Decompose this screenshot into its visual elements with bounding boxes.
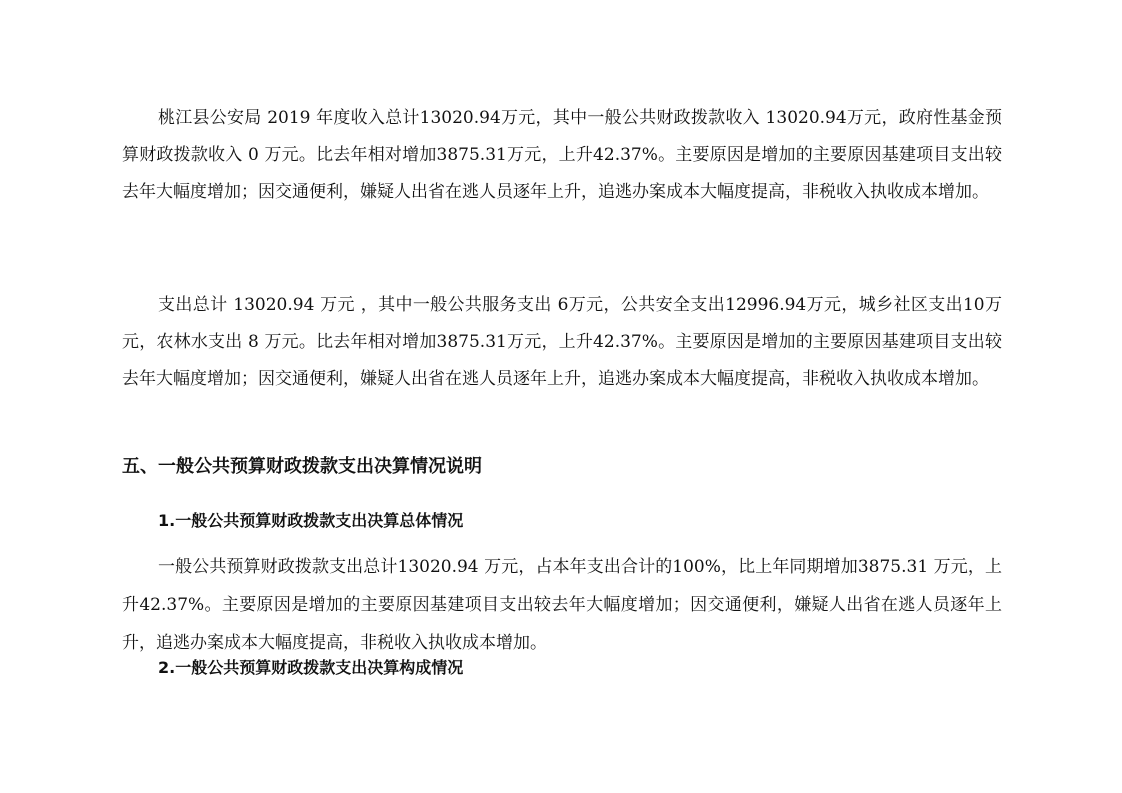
general-budget-paragraph: 一般公共预算财政拨款支出总计13020.94 万元，占本年支出合计的100%，比上年同期增加3875.31 万元，上升42.37%。主要原因是增加的主要原因基建项目支出较去年大幅度增加；因交通便利，嫌疑人出省在逃人员逐年上升，追逃办案成本大幅度提高，非税收入执收成本增加。 [122,557,1002,653]
subsection-two-heading: 2.一般公共预算财政拨款支出决算构成情况 [158,658,464,677]
expenditure-paragraph: 支出总计 13020.94 万元 ，其中一般公共服务支出 6万元，公共安全支出12996.94万元，城乡社区支出10万元，农林水支出 8 万元。比去年相对增加3875.31万元，上升42.37%。主要原因是增加的主要原因基建项目支出较去年大幅度增加；因交通便利，嫌疑人出省在逃人员逐年上升，追逃办案成本大幅度提高，非税收入执收成本增加。 [122,295,1002,389]
income-paragraph: 桃江县公安局 2019 年度收入总计13020.94万元，其中一般公共财政拨款收入 13020.94万元，政府性基金预算财政拨款收入 0 万元。比去年相对增加3875.31万元，上升42.37%。主要原因是增加的主要原因基建项目支出较去年大幅度增加；因交通便利，嫌疑人出省在逃人员逐年上升，追逃办案成本大幅度提高，非税收入执收成本增加。 [122,108,1002,202]
section-five-heading: 五、一般公共预算财政拨款支出决算情况说明 [122,456,482,477]
subsection-one-heading: 1.一般公共预算财政拨款支出决算总体情况 [158,511,464,530]
